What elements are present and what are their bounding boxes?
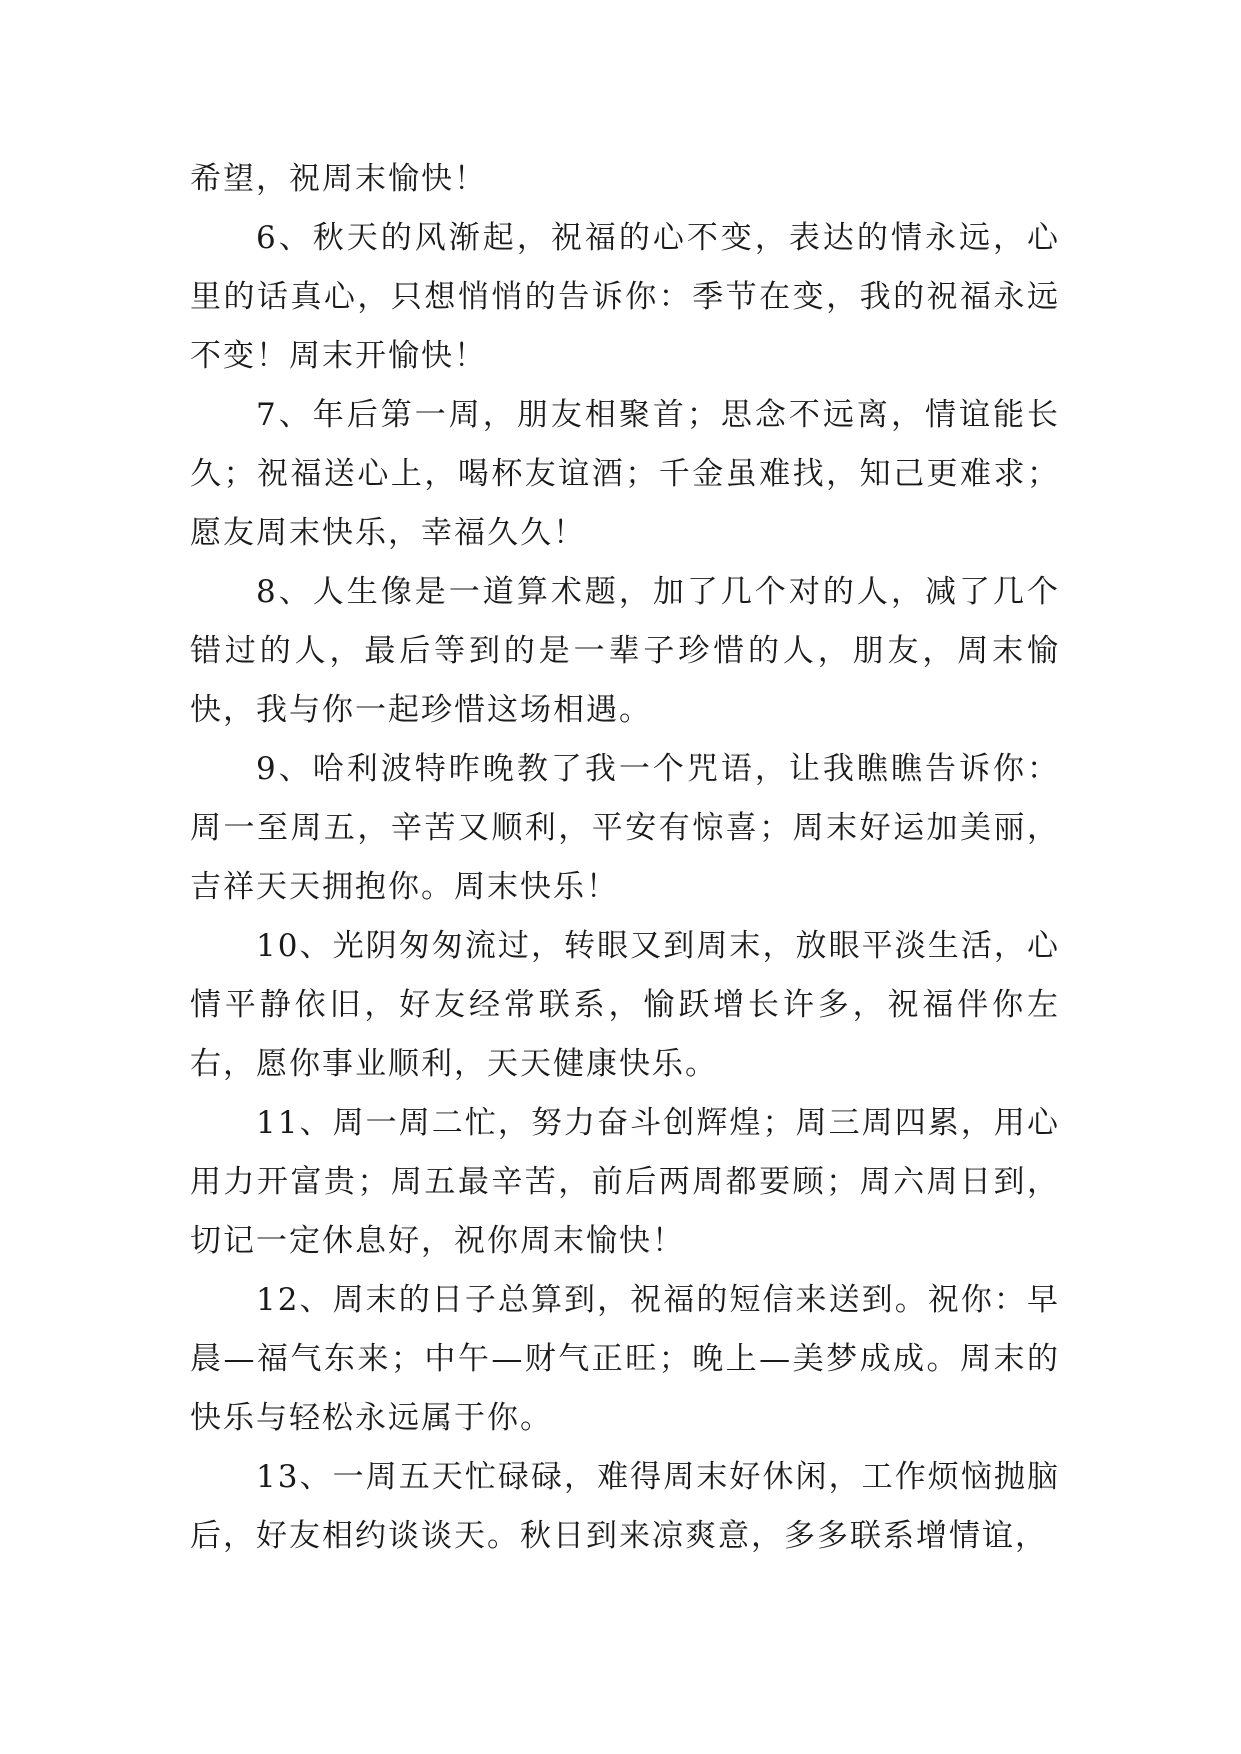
paragraph: 11、周一周二忙，努力奋斗创辉煌；周三周四累，用心用力开富贵；周五最辛苦，前后两周都要顾；周六周日到，切记一定休息好，祝你周末愉快！	[190, 1105, 1060, 1259]
paragraph: 7、年后第一周，朋友相聚首；思念不远离，情谊能长久；祝福送心上，喝杯友谊酒；千金虽难找，知己更难求；愿友周末快乐，幸福久久！	[190, 397, 1060, 551]
paragraph: 希望，祝周末愉快！	[190, 161, 487, 197]
document-body	[190, 150, 1060, 1566]
paragraph: 6、秋天的风渐起，祝福的心不变，表达的情永远，心里的话真心，只想悄悄的告诉你：季节在变，我的祝福永远不变！周末开愉快！	[190, 220, 1060, 374]
paragraph: 9、哈利波特昨晚教了我一个咒语，让我瞧瞧告诉你：周一至周五，辛苦又顺利，平安有惊喜；周末好运加美丽，吉祥天天拥抱你。周末快乐！	[190, 751, 1060, 905]
paragraph: 10、光阴匆匆流过，转眼又到周末，放眼平淡生活，心情平静依旧，好友经常联系，愉跃增长许多，祝福伴你左右，愿你事业顺利，天天健康快乐。	[190, 928, 1060, 1082]
paragraph: 13、一周五天忙碌碌，难得周末好休闲，工作烦恼抛脑后，好友相约谈谈天。秋日到来凉爽意，多多联系增情谊，	[190, 1459, 1060, 1554]
paragraph: 12、周末的日子总算到，祝福的短信来送到。祝你：早晨—福气东来；中午—财气正旺；晚上—美梦成成。周末的快乐与轻松永远属于你。	[190, 1282, 1060, 1436]
paragraph: 8、人生像是一道算术题，加了几个对的人，减了几个错过的人，最后等到的是一辈子珍惜的人，朋友，周末愉快，我与你一起珍惜这场相遇。	[190, 574, 1060, 728]
